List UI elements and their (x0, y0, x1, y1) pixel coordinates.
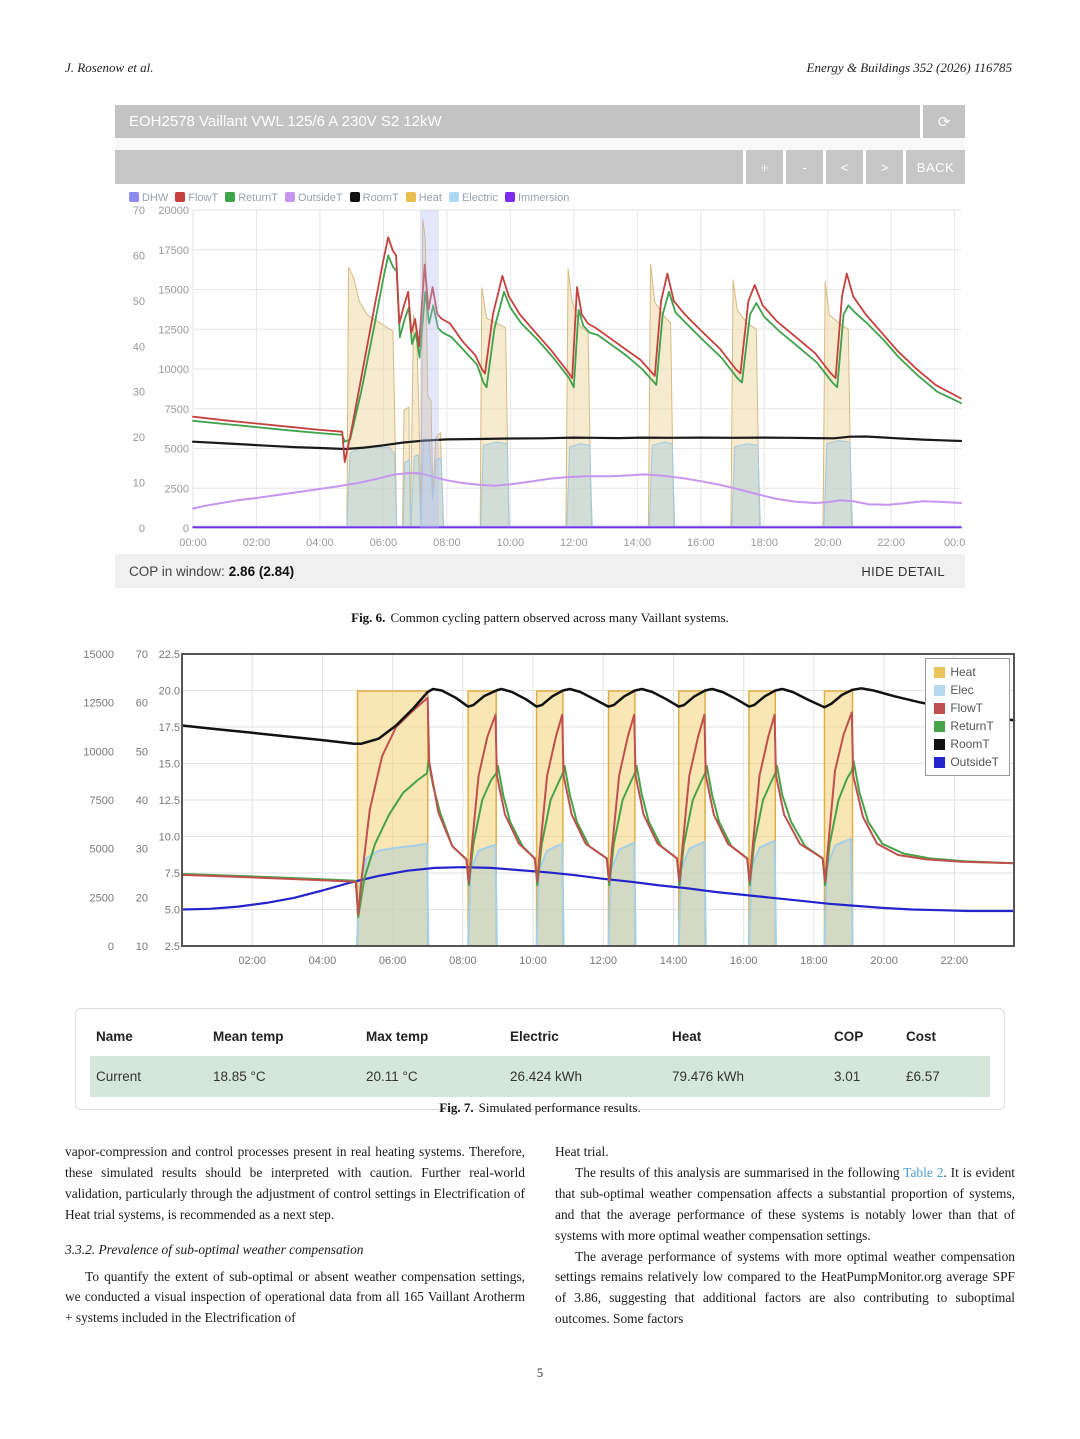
cell-cop: 3.01 (834, 1069, 861, 1084)
svg-text:40: 40 (135, 795, 148, 807)
paragraph-text: . It is evident that sub-optimal weather compensation affects a substantial proportion of systems, and that the average performance of these systems is notably lower than that of systems with more optimal weather compensation settings. (555, 1164, 1015, 1243)
svg-text:2500: 2500 (89, 892, 114, 905)
svg-text:17.5: 17.5 (158, 722, 180, 734)
cop-label: COP in window: (129, 563, 225, 579)
svg-text:60: 60 (132, 250, 145, 263)
svg-text:02:00: 02:00 (242, 537, 271, 549)
svg-text:2.5: 2.5 (164, 941, 180, 953)
svg-text:20: 20 (132, 432, 145, 445)
col-header-heat: Heat (672, 1029, 702, 1044)
zoom-in-button[interactable]: + (743, 150, 783, 184)
legend-swatch-roomt (934, 739, 945, 750)
svg-text:12500: 12500 (83, 697, 114, 710)
legend-item (225, 192, 278, 204)
legend-label: FlowT (950, 701, 983, 715)
running-journal: Energy & Buildings 352 (2026) 116785 (806, 60, 1012, 75)
legend-swatch-heat (934, 667, 945, 678)
running-author: J. Rosenow et al. (65, 60, 154, 75)
cop-readout (129, 564, 294, 579)
legend-swatch-dhw (129, 192, 139, 202)
svg-text:20:00: 20:00 (813, 537, 842, 549)
fig6-monitor-panel (115, 105, 965, 588)
performance-table-container (75, 1008, 1005, 1110)
svg-text:08:00: 08:00 (449, 955, 477, 967)
legend-swatch-flowt (175, 192, 185, 202)
table-row-current (90, 1056, 990, 1097)
svg-text:17500: 17500 (158, 244, 189, 257)
svg-text:70: 70 (135, 649, 148, 661)
legend-item (129, 192, 168, 204)
svg-text:50: 50 (135, 746, 148, 759)
fig6-caption-label: Fig. 6. (351, 610, 386, 625)
fig6-footer-bar (115, 554, 965, 588)
col-header-name: Name (96, 1029, 133, 1044)
legend-item (934, 683, 999, 697)
svg-text:0: 0 (182, 523, 189, 535)
legend-item (449, 192, 498, 204)
svg-text:12:00: 12:00 (589, 955, 618, 967)
svg-text:00:0: 00:0 (943, 537, 965, 549)
legend-label: RoomT (950, 737, 990, 751)
legend-label: FlowT (188, 192, 219, 204)
cell-name: Current (96, 1069, 142, 1084)
col-header-cost: Cost (906, 1029, 936, 1044)
svg-text:06:00: 06:00 (369, 537, 398, 549)
legend-label: Heat (418, 192, 442, 204)
svg-text:15000: 15000 (158, 284, 189, 297)
svg-text:10.0: 10.0 (158, 831, 180, 844)
legend-swatch-roomt (350, 192, 360, 202)
fig6-caption (0, 610, 1080, 626)
svg-text:06:00: 06:00 (378, 955, 407, 967)
legend-item (505, 192, 569, 204)
svg-text:02:00: 02:00 (238, 955, 266, 967)
svg-text:0: 0 (107, 941, 114, 953)
paragraph: The average performance of systems with more optimal weather compensation settings remains relatively low compared to the HeatPumpMonitor.org average SPF of 3.86, suggesting that additional factors are also contributing to suboptimal outcomes. Some factors (555, 1248, 1015, 1327)
system-title: EOH2578 Vaillant VWL 125/6 A 230V S2 12kW (115, 105, 920, 138)
text-column-left (65, 1142, 525, 1329)
svg-text:0: 0 (138, 523, 145, 535)
col-header-mean-temp: Mean temp (213, 1029, 284, 1044)
table2-link[interactable]: Table 2 (903, 1164, 944, 1180)
svg-text:7.5: 7.5 (164, 868, 180, 880)
legend-swatch-immersion (505, 192, 515, 202)
legend-item (285, 192, 343, 204)
svg-text:5000: 5000 (89, 843, 114, 856)
svg-text:08:00: 08:00 (433, 537, 461, 549)
svg-text:15.0: 15.0 (158, 758, 180, 771)
svg-text:7500: 7500 (164, 403, 189, 416)
legend-label: ReturnT (950, 719, 994, 733)
svg-text:20: 20 (135, 892, 148, 905)
svg-text:30: 30 (132, 386, 145, 399)
legend-swatch-heat (406, 192, 416, 202)
svg-text:22.5: 22.5 (158, 649, 180, 661)
svg-text:10000: 10000 (158, 364, 189, 376)
svg-text:10000: 10000 (83, 746, 114, 759)
cell-heat: 79.476 kWh (672, 1069, 745, 1084)
legend-label: OutsideT (297, 192, 343, 204)
svg-text:20:00: 20:00 (870, 955, 898, 967)
cell-mean-temp: 18.85 °C (213, 1069, 266, 1084)
svg-text:5.0: 5.0 (164, 904, 180, 917)
refresh-icon: ⟳ (937, 113, 951, 131)
svg-text:12500: 12500 (158, 324, 189, 337)
legend-label: Heat (950, 665, 976, 679)
svg-text:10: 10 (135, 941, 148, 953)
hide-detail-button[interactable]: HIDE DETAIL (855, 563, 951, 580)
svg-text:14:00: 14:00 (659, 955, 688, 967)
legend-swatch-electric (449, 192, 459, 202)
cell-max-temp: 20.11 °C (366, 1069, 418, 1084)
svg-text:2500: 2500 (164, 483, 189, 496)
legend-item (350, 192, 399, 204)
legend-item (934, 737, 999, 751)
svg-text:16:00: 16:00 (729, 955, 758, 967)
legend-label: DHW (142, 192, 169, 204)
page-number: 5 (536, 1366, 544, 1380)
fig7-caption-label: Fig. 7. (439, 1100, 474, 1115)
fig7-legend (925, 658, 1010, 776)
cell-cost: £6.57 (906, 1069, 940, 1084)
paragraph: To quantify the extent of sub-optimal or absent weather compensation settings, we conducted a visual inspection of operational data from all 165 Vaillant Arotherm + systems included in the Electrification of (65, 1268, 525, 1326)
svg-text:7500: 7500 (89, 795, 114, 807)
section-heading: 3.3.2. Prevalence of sub-optimal weather compensation (65, 1241, 364, 1257)
cell-electric: 26.424 kWh (510, 1069, 583, 1084)
svg-text:40: 40 (132, 341, 145, 354)
fig7-chart (70, 648, 1020, 974)
svg-text:12.5: 12.5 (158, 795, 180, 807)
back-button[interactable]: BACK (903, 150, 965, 184)
svg-text:22:00: 22:00 (940, 955, 969, 967)
legend-swatch-flowt (934, 703, 945, 714)
fig7-chart-svg (70, 648, 1020, 974)
svg-text:14:00: 14:00 (623, 537, 652, 549)
performance-table (90, 1019, 990, 1097)
legend-swatch-returnt (225, 192, 235, 202)
legend-item (934, 665, 999, 679)
svg-text:22:00: 22:00 (877, 537, 905, 549)
fig6-caption-text: Common cycling pattern observed across many Vaillant systems. (390, 610, 729, 625)
legend-swatch-outsidet (285, 192, 295, 202)
fig6-chart (115, 206, 965, 554)
table-header-row (90, 1019, 990, 1056)
svg-text:10:00: 10:00 (496, 537, 525, 549)
fig6-toolbar (115, 150, 965, 184)
fig7-caption-text: Simulated performance results. (478, 1100, 641, 1115)
svg-text:60: 60 (135, 697, 148, 710)
svg-text:04:00: 04:00 (308, 955, 337, 967)
col-header-electric: Electric (510, 1029, 559, 1044)
legend-swatch-outsidet (934, 757, 945, 768)
paragraph-with-link (555, 1163, 1015, 1247)
paragraph: Heat trial. (555, 1144, 609, 1159)
legend-label: Immersion (518, 192, 570, 204)
legend-item (934, 701, 999, 715)
legend-swatch-elec (934, 685, 945, 696)
legend-label: Elec (950, 683, 974, 697)
svg-text:15000: 15000 (83, 649, 114, 661)
legend-label: Electric (461, 192, 498, 204)
text-column-right (555, 1142, 1015, 1330)
svg-text:50: 50 (132, 295, 145, 308)
svg-text:10:00: 10:00 (519, 955, 547, 967)
running-header (65, 60, 1012, 76)
svg-text:18:00: 18:00 (750, 537, 779, 549)
svg-text:12:00: 12:00 (560, 537, 588, 549)
pan-right-button[interactable]: > (863, 150, 903, 184)
legend-item (934, 755, 999, 769)
refresh-button[interactable] (923, 105, 965, 138)
svg-text:18:00: 18:00 (800, 955, 828, 967)
fig6-title-bar (115, 105, 965, 138)
legend-label: RoomT (362, 192, 399, 204)
svg-text:00:00: 00:00 (179, 537, 207, 549)
svg-text:16:00: 16:00 (687, 537, 715, 549)
col-header-max-temp: Max temp (366, 1029, 429, 1044)
legend-item (175, 192, 218, 204)
col-header-cop: COP (834, 1029, 864, 1044)
pan-left-button[interactable]: < (823, 150, 863, 184)
paragraph: vapor-compression and control processes present in real heating systems. Therefore, these simulated results should be interpreted with caution. Further real-world validation, particularly through the adjustment of control settings in Electrification of Heat trial systems, is recommended as a next step. (65, 1144, 525, 1222)
paragraph-text: The results of this analysis are summarised in the following (575, 1164, 904, 1180)
svg-text:04:00: 04:00 (306, 537, 334, 549)
svg-text:10: 10 (132, 477, 145, 490)
legend-label: OutsideT (950, 755, 999, 769)
svg-text:30: 30 (135, 843, 148, 856)
fig6-chart-svg (115, 206, 965, 554)
fig7-caption (0, 1100, 1080, 1116)
zoom-out-button[interactable]: - (783, 150, 823, 184)
legend-item (406, 192, 442, 204)
svg-text:20.0: 20.0 (158, 685, 180, 698)
legend-item (934, 719, 999, 733)
svg-text:70: 70 (132, 206, 145, 217)
cop-value: 2.86 (2.84) (228, 563, 295, 579)
legend-label: ReturnT (238, 192, 278, 204)
svg-text:5000: 5000 (164, 443, 189, 456)
svg-text:20000: 20000 (158, 206, 189, 217)
legend-swatch-returnt (934, 721, 945, 732)
fig6-legend (115, 184, 965, 206)
